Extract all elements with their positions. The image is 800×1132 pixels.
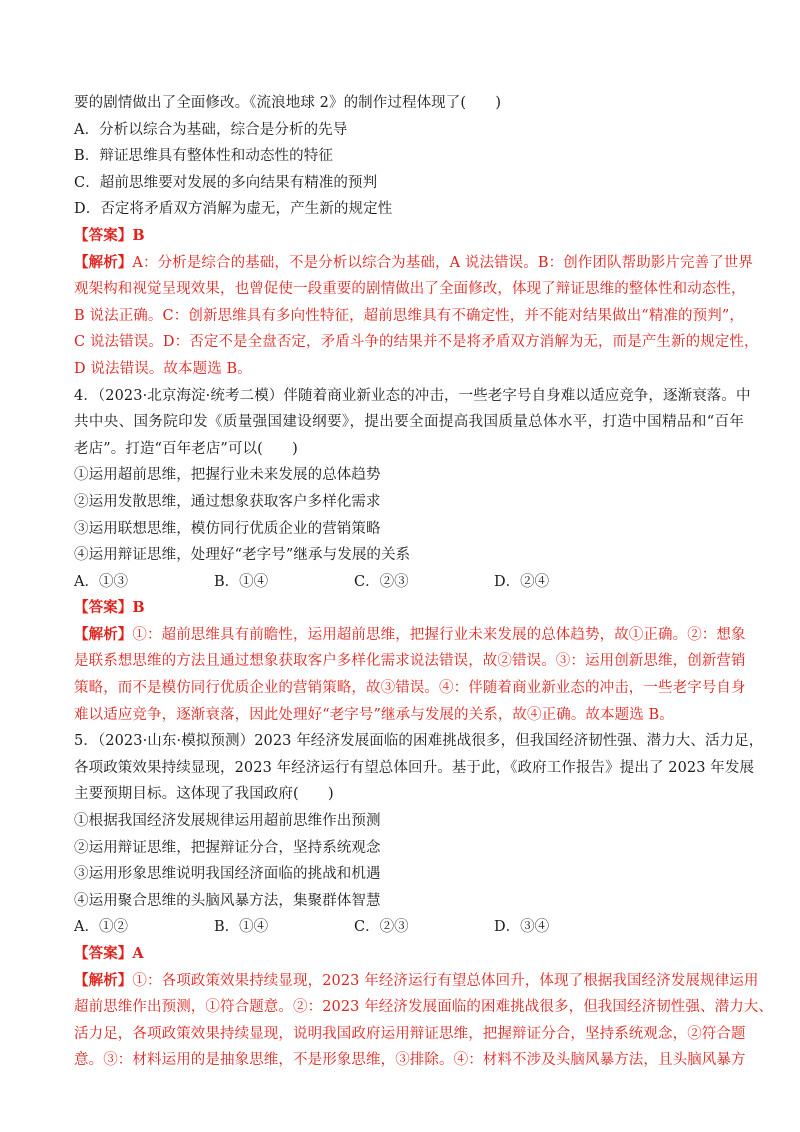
q3-analysis-line-1 (74, 250, 754, 277)
answer-label: 【答案】 (74, 226, 133, 244)
q5-stem-line-3: 主要预期目标。这体现了我国政府( ) (74, 786, 334, 803)
q4-choice-c: C．②③ (354, 573, 409, 590)
q5-analysis-line-1 (74, 968, 759, 995)
q3-option-d: D．否定将矛盾双方消解为虚无，产生新的规定性 (74, 201, 393, 218)
q3-option-a: A．分析以综合为基础，综合是分析的先导 (74, 121, 348, 138)
q3-option-b: B．辩证思维具有整体性和动态性的特征 (74, 148, 333, 165)
q4-stem-line-1: 4．（2023·北京海淀·统考二模）伴随着商业新业态的冲击，一些老字号自身难以适应竞争，逐渐衰落。中 (74, 387, 751, 404)
q5-item-1: ①根据我国经济发展规律运用超前思维作出预测 (74, 813, 381, 830)
q4-analysis-line-3: 策略，而不是模仿同行优质企业的营销策略，故③错误。④：伴随着商业新业态的冲击，一些老字号自身 (74, 680, 746, 697)
q3-analysis-line-5: D 说法错误。故本题选 B。 (74, 360, 252, 377)
q4-analysis-line-2: 是联系想思维的方法且通过想象获取客户多样化需求说法错误，故②错误。③：运用创新思维，创新营销 (74, 653, 746, 670)
q5-choices (74, 914, 744, 941)
analysis-label: 【解析】 (74, 625, 133, 643)
answer-label: 【答案】 (74, 599, 133, 617)
q5-stem-line-1: 5．（2023·山东·模拟预测）2023 年经济发展面临的困难挑战很多，但我国经济韧性强、潜力大、活力足， (74, 733, 764, 750)
answer-value: A (132, 945, 144, 962)
q4-item-4: ④运用辩证思维，处理好“老字号”继承与发展的关系 (74, 547, 411, 564)
q5-item-4: ④运用聚合思维的头脑风暴方法，集聚群体智慧 (74, 892, 381, 909)
answer-label: 【答案】 (74, 945, 133, 962)
analysis-label: 【解析】 (74, 253, 133, 271)
q5-stem-line-2: 各项政策效果持续显现，2023 年经济运行有望总体回升。基于此，《政府工作报告》提出了 2023 年发展 (74, 759, 755, 776)
q4-choice-a: A．①③ (74, 573, 128, 590)
q5-analysis-line-4: 意。③：材料运用的是抽象思维，不是形象思维，③排除。④：材料不涉及头脑风暴方法，且头脑风暴方 (74, 1052, 746, 1069)
q4-stem-line-2: 共中央、国务院印发《质量强国建设纲要》，提出要全面提高我国质量总体水平，打造中国精品和“百年 (74, 414, 744, 431)
q4-answer (74, 595, 744, 622)
q4-choices (74, 569, 744, 596)
q3-analysis-line-3: B 说法正确。C：创新思维具有多向性特征，超前思维具有不确定性，并不能对结果做出“精准的预判”， (74, 307, 744, 324)
q3-option-c: C．超前思维要对发展的多向结果有精准的预判 (74, 174, 378, 191)
q5-analysis-line-2: 超前思维作出预测，①符合题意。②：2023 年经济发展面临的困难挑战很多，但我国经济韧性强、潜力大、 (74, 999, 774, 1016)
q5-choice-b: B．①④ (214, 919, 269, 936)
answer-value: B (132, 599, 145, 617)
q4-item-2: ②运用发散思维，通过想象获取客户多样化需求 (74, 493, 381, 510)
analysis-label: 【解析】 (74, 971, 133, 989)
q3-stem-tail: 要的剧情做出了全面修改。《流浪地球 2》的制作过程体现了( ) (74, 95, 502, 111)
q5-analysis-line-3: 活力足，各项政策效果持续显现，说明我国政府运用辩证思维，把握辩证分合，坚持系统观念，②符合题 (74, 1025, 746, 1042)
q4-choice-d: D．②④ (494, 573, 550, 590)
q4-stem-line-3: 老店”。打造“百年老店”可以( ) (74, 440, 298, 457)
q4-analysis-line-4: 难以适应竞争，逐渐衰落，因此处理好“老字号”继承与发展的关系，故④正确。故本题选 B。 (74, 706, 674, 723)
q3-analysis-line-2: 观架构和视觉呈现效果，也曾促使一段重要的剧情做出了全面修改，体现了辩证思维的整体性和动态性， (74, 281, 746, 298)
q4-choice-b: B．①④ (214, 573, 269, 590)
q5-choice-a: A．①② (74, 919, 128, 936)
q4-item-3: ③运用联想思维，模仿同行优质企业的营销策略 (74, 520, 381, 537)
q3-analysis-line-4: C 说法错误。D：否定不是全盘否定，矛盾斗争的结果并不是将矛盾双方消解为无，而是产生新的规定性， (74, 334, 759, 351)
q4-analysis-line-1 (74, 622, 744, 649)
q5-choice-d: D．③④ (494, 919, 550, 936)
analysis-text: ①：超前思维具有前瞻性，运用超前思维，把握行业未来发展的总体趋势，故①正确。②：想象 (132, 626, 746, 643)
exam-page (74, 90, 774, 1074)
q5-item-2: ②运用辩证思维，把握辩证分合，坚持系统观念 (74, 839, 381, 856)
answer-value: B (132, 226, 145, 244)
analysis-text: ①：各项政策效果持续显现，2023 年经济运行有望总体回升，体现了根据我国经济发展规律运用 (132, 972, 759, 989)
q4-item-1: ①运用超前思维，把握行业未来发展的总体趋势 (74, 467, 381, 484)
analysis-text: A：分析是综合的基础，不是分析以综合为基础，A 说法错误。B：创作团队帮助影片完善了世界 (132, 254, 754, 271)
q5-choice-c: C．②③ (354, 919, 409, 936)
q3-answer (74, 223, 744, 250)
q5-item-3: ③运用形象思维说明我国经济面临的挑战和机遇 (74, 866, 381, 883)
q5-answer (74, 941, 744, 968)
